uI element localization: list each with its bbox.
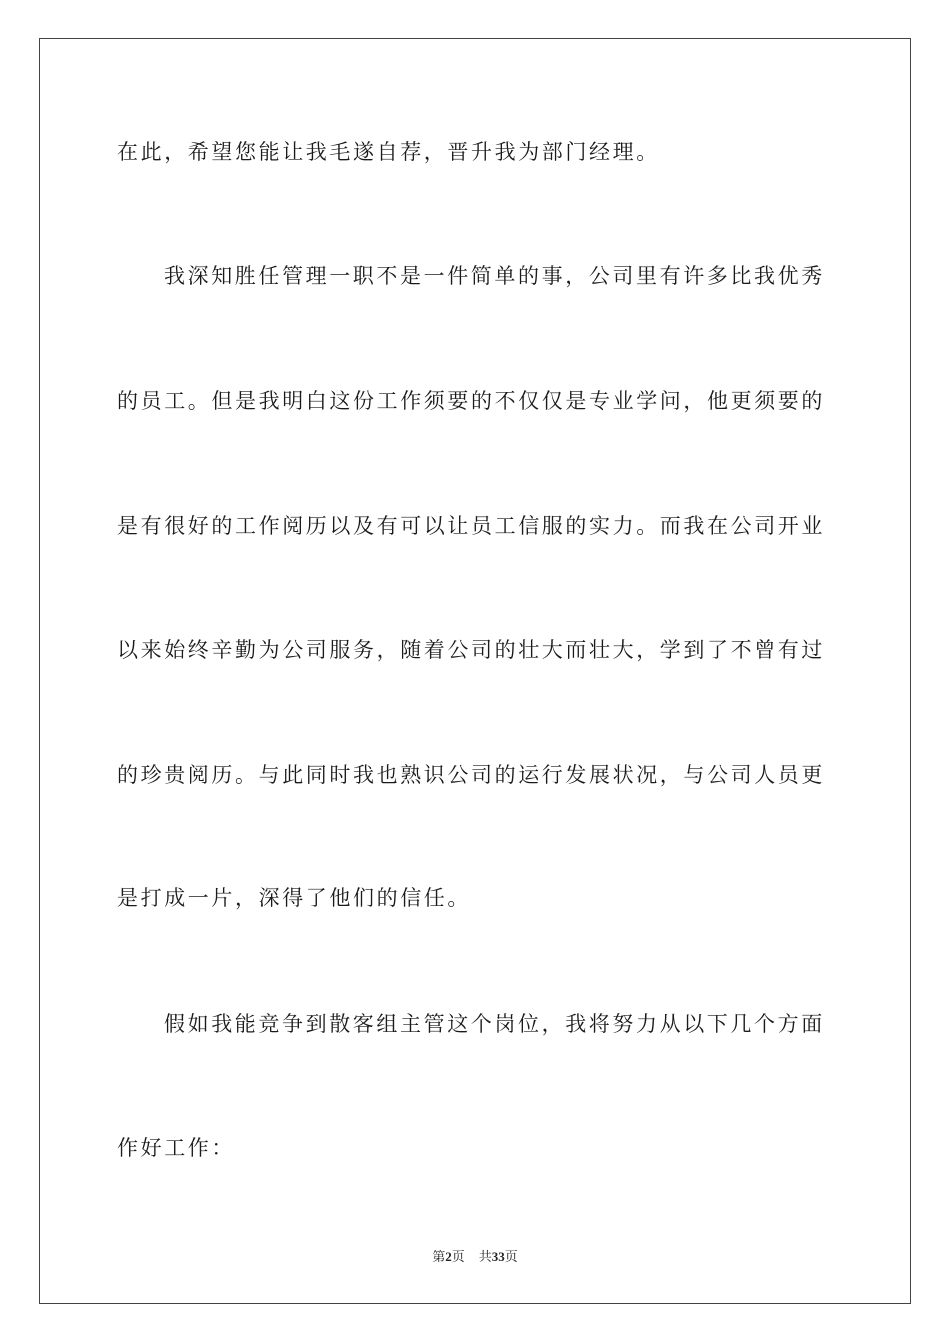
body-line-7: 是打成一片，深得了他们的信任。 xyxy=(117,886,471,910)
body-line-9: 作好工作： xyxy=(117,1136,235,1160)
body-line-2: 我深知胜任管理一职不是一件简单的事，公司里有许多比我优秀 xyxy=(164,264,825,288)
footer-page-number: 2 xyxy=(445,1249,452,1264)
page-footer xyxy=(0,1248,950,1266)
body-line-4: 是有很好的工作阅历以及有可以让员工信服的实力。而我在公司开业 xyxy=(117,514,825,538)
footer-total-prefix: 共 xyxy=(478,1249,492,1264)
page-border xyxy=(39,38,911,1304)
footer-page-prefix: 第 xyxy=(432,1249,446,1264)
body-line-8: 假如我能竞争到散客组主管这个岗位，我将努力从以下几个方面 xyxy=(164,1012,825,1036)
footer-total-pages: 33 xyxy=(491,1249,505,1264)
body-line-1: 在此，希望您能让我毛遂自荐，晋升我为部门经理。 xyxy=(117,140,660,164)
body-line-6: 的珍贵阅历。与此同时我也熟识公司的运行发展状况，与公司人员更 xyxy=(117,763,825,787)
body-line-3: 的员工。但是我明白这份工作须要的不仅仅是专业学问，他更须要的 xyxy=(117,389,825,413)
body-line-5: 以来始终辛勤为公司服务，随着公司的壮大而壮大，学到了不曾有过 xyxy=(117,638,825,662)
footer-total-suffix: 页 xyxy=(504,1249,518,1264)
footer-page-suffix: 页 xyxy=(451,1249,465,1264)
